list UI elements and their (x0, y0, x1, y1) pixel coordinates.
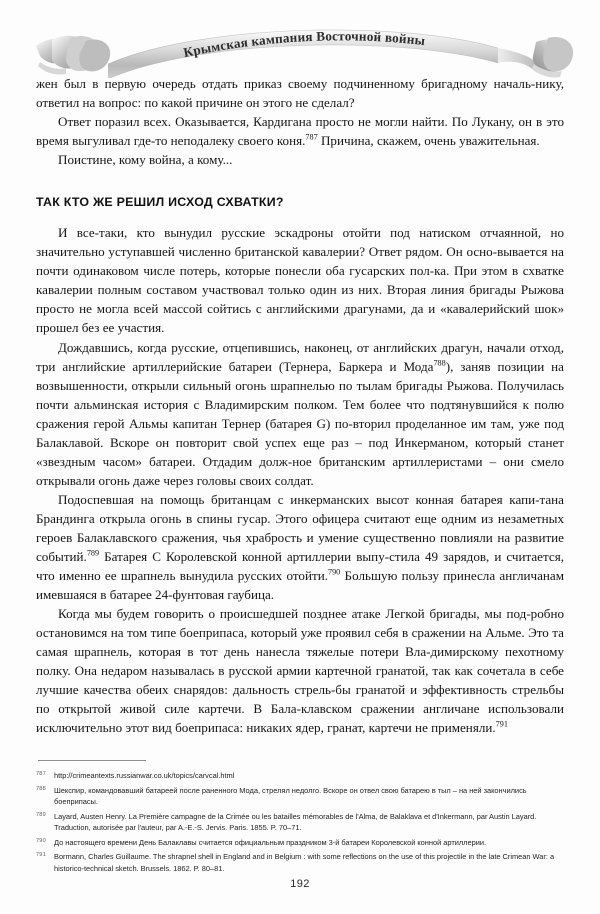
footnote-text[interactable]: http://crimeantexts.russianwar.co.uk/topics/carvcal.html (54, 771, 235, 780)
paragraph-batteries-text-before: Дождавшись, когда русские, отцепившись, наконец, от английских драгун, начали отход, три английские артиллерийские батареи (Тернера, Баркера и Мода (36, 339, 564, 374)
footnote-number: 790 (36, 837, 46, 844)
footnote-number: 789 (36, 811, 46, 818)
paragraph-answer-text-after: Причина, скажем, очень уважительная. (317, 133, 540, 149)
footnote-item (36, 851, 564, 874)
paragraph-brandling-text-mid: Батарея С Королевской конной артиллерии выпу-стила 49 зарядов, и считается, что именно ее шрапнель вынудила русских отойти. (36, 549, 564, 584)
footnote-text: Шекспир, командовавший батареей после раненного Мода, стрелял недолго. Вскоре он отвел свою батарею в тыл – на ней закончились боеприпасы. (54, 785, 527, 806)
footnote-item (36, 785, 564, 808)
footnote-number: 787 (36, 771, 46, 777)
paragraph-shrapnel-text-before: Когда мы будем говорить о происшедшей позднее атаке Легкой бригады, мы под-робно остановимся на том типе боеприпаса, который уже проявил себя в сражении на Альме. Это та самая шрапнель, которая в тот день нанесла тяжелые потери Вла-димирскому пехотному полку. Она недаром называлась в русской армии картечной гранатой, так как сочетала в себе лучшие качества обеих снарядов: дальность стрель-бы гранатой и эффективность стрельбы по открытой живой силе картечи. В Бала-клавском сражении англичане использовали исключительно этот вид боеприпаса: никаких ядер, гранат, картечи не применяли. (36, 606, 564, 736)
page-header-ribbon (0, 16, 600, 78)
paragraph-batteries-text-after: ), заняв позиции на возвышенности, открыли сильный огонь шрапнелью по тылам бригады Рыжова. Получилась почти альминская история с Владимирским полком. Тем более что подтянувшийся к полю сражения герой Альмы капитан Тернер (батарея G) по-вторил проделанное им там, уже под Балаклавой. Вскоре он повторит свой успех еще раз – под Инкерманом, который станет «звездным часом» батареи. Отдадим долж-ное британским артиллеристами – они смело открывали огонь даже через головы своих солдат. (36, 358, 564, 488)
paragraph-brandling-text-after: Большую пользу принесла англичанам имевшаяся в батарее 24-фунтовая гаубица. (36, 568, 564, 603)
paragraph-who-decided: И все-таки, кто вынудил русские эскадроны отойти под натиском отчаянной, но значительно уступавшей численно британской кавалерии? Ответ рядом. Он осно-вывается на почти одинаковом числе потерь, которые понесли оба гусарских пол-ка. При этом в схватке кавалерии полным составом участвовал только один из них. Вторая линия бригады Рыжова просто не могла всей массой сойтись с английскими драгунами, да и «кавалерийский шок» прошел без ее участия. (36, 225, 564, 336)
paragraph-brandling (36, 490, 564, 604)
footnote-number: 791 (36, 852, 46, 859)
footnote-item (36, 811, 564, 834)
footnote-text: До настоящего времени День Балаклавы считается официальным праздником 3-й батареи Королевской конной артиллерии. (54, 837, 487, 847)
footnote-ref-790[interactable]: 790 (327, 567, 341, 577)
footnote-item (36, 770, 564, 781)
paragraph-shrapnel (36, 604, 564, 737)
paragraph-continued: жен был в первую очередь отдать приказ своему подчиненному бригадному началь-нику, ответил на вопрос: по какой причине он этого не сделал? (36, 76, 564, 111)
footnote-separator-rule (38, 760, 146, 761)
paragraph-answer-text-before: Ответ поразил всех. Оказывается, Кардигана просто не могли найти. По Лукану, он в это время выгуливал где-то неподалеку своего коня. (36, 114, 564, 149)
ribbon-graphic (0, 16, 600, 78)
ribbon-left-curl (36, 36, 110, 75)
paragraph-batteries (36, 338, 564, 490)
section-heading: ТАК КТО ЖЕ РЕШИЛ ИСХОД СХВАТКИ? (36, 195, 284, 210)
page-body-column (36, 74, 564, 738)
ribbon-title: Крымская кампания Восточной войны (182, 28, 426, 61)
footnote-ref-789[interactable]: 789 (86, 548, 100, 558)
paragraph-truly: Поистине, кому война, а кому... (58, 152, 233, 168)
footnote-text: Layard, Austen Henry. La Première campagne de la Crimée ou les batailles mémorables de l'Alma, de Balaklava et d'Inkermann, par Austin Layard. Traduction, autorisée par l'auteur, par A.-E.-S. Jervis. Paris. 1855. P. 70–71. (54, 811, 537, 832)
paragraph-brandling-text-before: Подоспевшая на помощь британцам с инкерманских высот конная батарея капи-тана Брандинга открыла огонь в спины гусар. Этого офицера считают еще одним из незаметных героев Балаклавского сражения, чья храбрость и умение существенно повлияли на развитие событий. (36, 491, 564, 565)
page-number: 192 (290, 878, 310, 890)
ribbon-right-curl (498, 37, 573, 77)
footnote-ref-791[interactable]: 791 (495, 720, 508, 730)
paragraph-answer (36, 112, 564, 150)
footnote-item (36, 837, 564, 848)
footnote-number: 788 (36, 785, 46, 792)
footnote-text: Bormann, Charles Guillaume. The shrapnel shell in England and in Belgium : with some reflections on the use of this projectile in the late Crimean War: a historico-technical sketch. Brussels. 1862. P. 80–81. (54, 852, 555, 873)
footnote-ref-788[interactable]: 788 (433, 358, 446, 368)
footnote-ref-787[interactable]: 787 (305, 132, 318, 142)
footnote-block (36, 760, 564, 877)
